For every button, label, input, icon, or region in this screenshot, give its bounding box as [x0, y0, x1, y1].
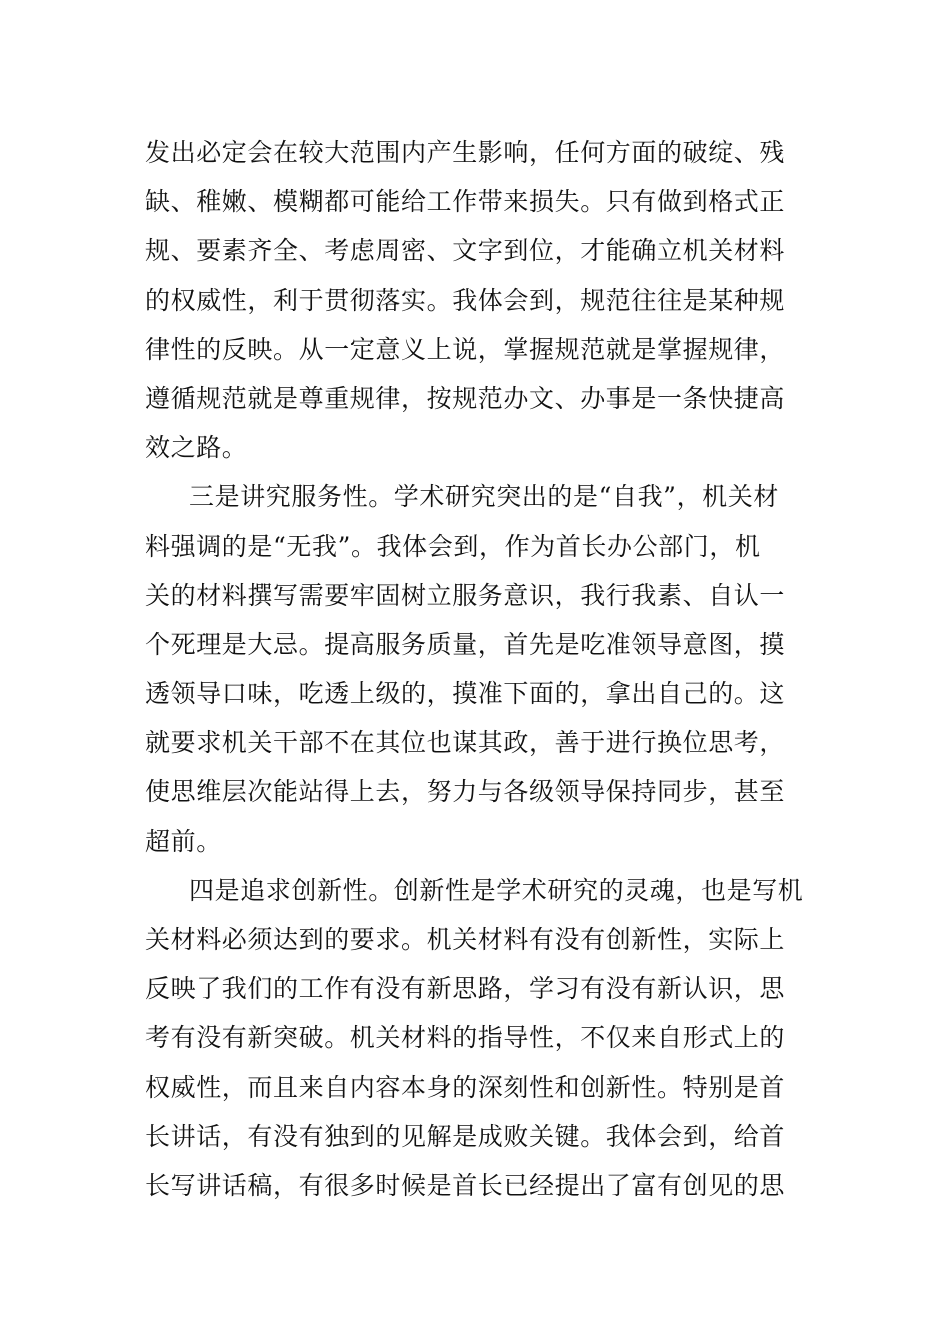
text-line: 超前。 [145, 826, 222, 856]
text-line: 就要求机关干部不在其位也谋其政，善于进行换位思考， [145, 728, 786, 758]
text-line: 长写讲话稿，有很多时候是首长已经提出了富有创见的思 [145, 1170, 786, 1200]
text-line: 三是讲究服务性。学术研究突出的是“自我”，机关材 [189, 482, 779, 512]
text-line: 发出必定会在较大范围内产生影响，任何方面的破绽、残 [145, 138, 786, 167]
text-line: 四是追求创新性。创新性是学术研究的灵魂，也是写机 [189, 875, 804, 905]
text-line: 效之路。 [145, 433, 248, 463]
text-line: 长讲话，有没有独到的见解是成败关键。我体会到，给首 [145, 1121, 786, 1151]
paragraph-3 [145, 866, 810, 1210]
text-line: 的权威性，利于贯彻落实。我体会到，规范往往是某种规 [145, 285, 786, 315]
text-line: 透领导口味，吃透上级的，摸准下面的，拿出自己的。这 [145, 679, 786, 709]
text-line: 使思维层次能站得上去，努力与各级领导保持同步，甚至 [145, 777, 786, 807]
text-line: 律性的反映。从一定意义上说，掌握规范就是掌握规律， [145, 334, 786, 364]
text-line: 料强调的是“无我”。我体会到，作为首长办公部门，机 [145, 531, 761, 561]
text-line: 权威性，而且来自内容本身的深刻性和创新性。特别是首 [145, 1072, 786, 1102]
paragraph-2 [145, 472, 810, 866]
text-line: 关的材料撰写需要牢固树立服务意识，我行我素、自认一 [145, 580, 786, 610]
text-line: 遵循规范就是尊重规律，按规范办文、办事是一条快捷高 [145, 383, 786, 413]
text-line: 关材料必须达到的要求。机关材料有没有创新性，实际上 [145, 925, 786, 954]
paragraph-1 [145, 128, 810, 472]
text-line: 个死理是大忌。提高服务质量，首先是吃准领导意图，摸 [145, 629, 786, 659]
text-line: 规、要素齐全、考虑周密、文字到位，才能确立机关材料 [145, 236, 786, 266]
text-line: 反映了我们的工作有没有新思路，学习有没有新认识，思 [145, 974, 786, 1004]
text-line: 考有没有新突破。机关材料的指导性，不仅来自形式上的 [145, 1023, 786, 1053]
document-body [145, 128, 810, 1210]
text-line: 缺、稚嫩、模糊都可能给工作带来损失。只有做到格式正 [145, 187, 786, 217]
